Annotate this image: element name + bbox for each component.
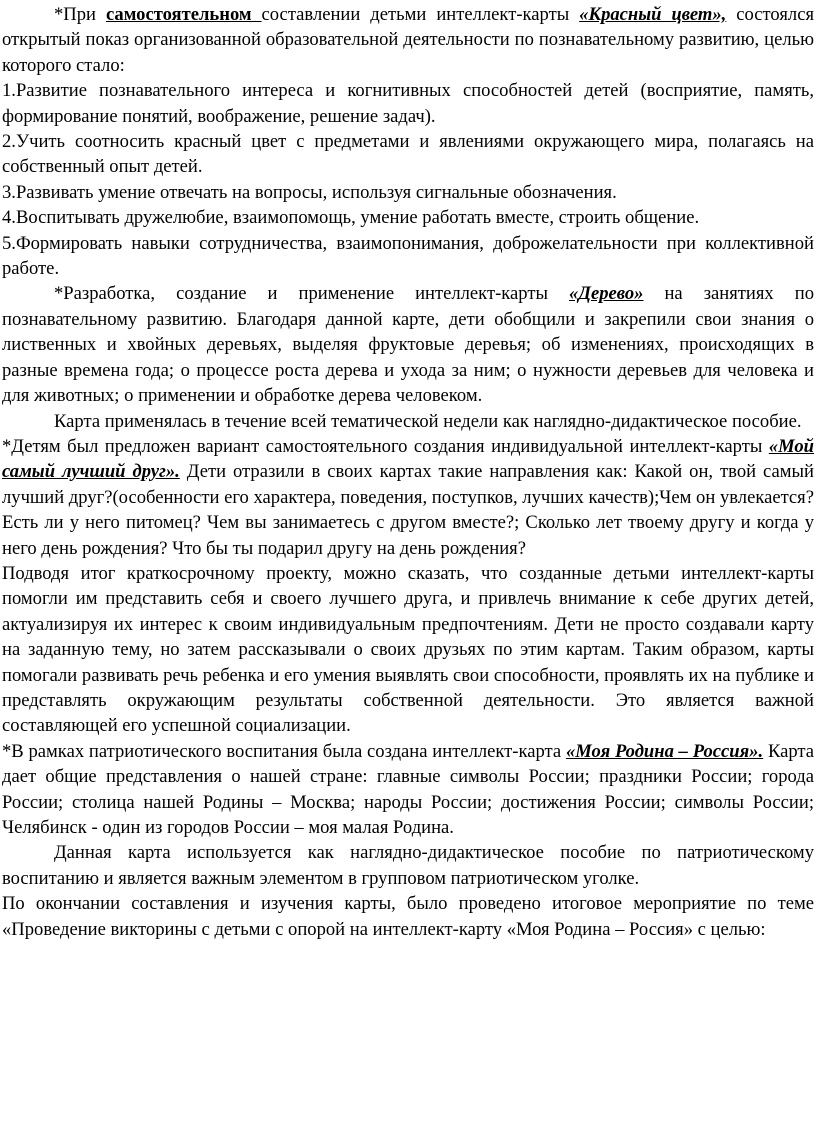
- text-segment: на занятиях по познавательному развитию. Благодаря данной карте, дети обобщили и закрепили свои знания о лиственных и хвойных деревьях, выделяя фруктовые деревья; об изменениях, происходящих в разные времена года; о процессе роста дерева и ухода за ним; о нужности деревьев для человека и для животных; о применении и обработке дерева человеком.: [2, 283, 814, 407]
- paragraph-quiz: По окончании составления и изучения карты, было проведено итоговое мероприятие по теме «Проведение викторины с детьми с опорой на интеллект-карту «Моя Родина – Россия» с целью:: [2, 893, 814, 940]
- text-segment: *При: [54, 4, 106, 25]
- map-title-best-friend: «Мой самый лучший друг».: [2, 435, 814, 483]
- text-segment: составлении детьми интеллект-карты: [261, 4, 580, 25]
- text-segment: состоялся открытый показ организованной образовательной деятельности по познавательному развитию, целью которого стало:: [2, 4, 815, 76]
- paragraph-tree-map: [2, 281, 814, 408]
- text-segment: *В рамках патриотического воспитания была создана интеллект-карта: [2, 740, 566, 762]
- goal-item-4: 4.Воспитывать дружелюбие, взаимопомощь, умение работать вместе, строить общение.: [2, 207, 700, 229]
- map-title-red-color: «Красный цвет»,: [579, 4, 727, 25]
- paragraph-homeland-map-usage: Данная карта используется как наглядно-дидактическое пособие по патриотическому воспитанию и является важным элементом в групповом патриотическом уголке.: [2, 842, 814, 889]
- paragraph-project-summary: Подводя итог краткосрочному проекту, можно сказать, что созданные детьми интеллект-карты помогли им представить себя и своего лучшего друга, и привлечь внимание к себе других детей, актуализируя их интерес к своим индивидуальным предпочтениям. Дети не просто создавали карту на заданную тему, но затем рассказывали о своих друзьях по этим картам. Таким образом, карты помогали развивать речь ребенка и его умения выявлять свои способности, проявлять их на публике и представлять окружающим результаты собственной деятельности. Это является важной составляющей его успешной социализации.: [2, 562, 814, 737]
- goal-item-3: 3.Развивать умение отвечать на вопросы, используя сигнальные обозначения.: [2, 181, 617, 203]
- emphasis-independent: самостоятельном: [105, 4, 262, 25]
- paragraph-best-friend-map: [2, 434, 814, 561]
- text-segment: Карта дает общие представления о нашей стране: главные символы России; праздники России; города России; столица нашей Родины – Москва; народы России; достижения России; символы России; Челябинск - один из городов России – моя малая Родина.: [2, 740, 815, 838]
- paragraph-tree-map-usage: Карта применялась в течение всей тематической недели как наглядно-дидактическое пособие.: [54, 410, 802, 432]
- paragraph-red-color-map: [2, 2, 814, 78]
- paragraph-homeland-map: [2, 739, 814, 841]
- text-segment: *Детям был предложен вариант самостоятельного создания индивидуальной интеллект-карты: [2, 435, 769, 457]
- map-title-homeland: «Моя Родина – Россия».: [565, 740, 764, 762]
- map-title-tree: «Дерево»: [569, 283, 644, 305]
- text-segment: *Разработка, создание и применение интеллект-карты: [54, 283, 569, 305]
- goal-item-2: 2.Учить соотносить красный цвет с предметами и явлениями окружающего мира, полагаясь на собственный опыт детей.: [2, 131, 814, 178]
- text-segment: Дети отразили в своих картах такие направления как: Какой он, твой самый лучший друг?(особенности его характера, поведения, поступков, лучших качеств);Чем он увлекается? Есть ли у него питомец? Чем вы занимаетесь с другом вместе?; Сколько лет твоему другу и когда у него день рождения? Что бы ты подарил другу на день рождения?: [2, 461, 814, 559]
- goal-item-1: 1.Развитие познавательного интереса и когнитивных способностей детей (восприятие, память, формирование понятий, воображение, решение задач).: [2, 80, 814, 127]
- goal-item-5: 5.Формировать навыки сотрудничества, взаимопонимания, доброжелательности при коллективной работе.: [2, 232, 814, 280]
